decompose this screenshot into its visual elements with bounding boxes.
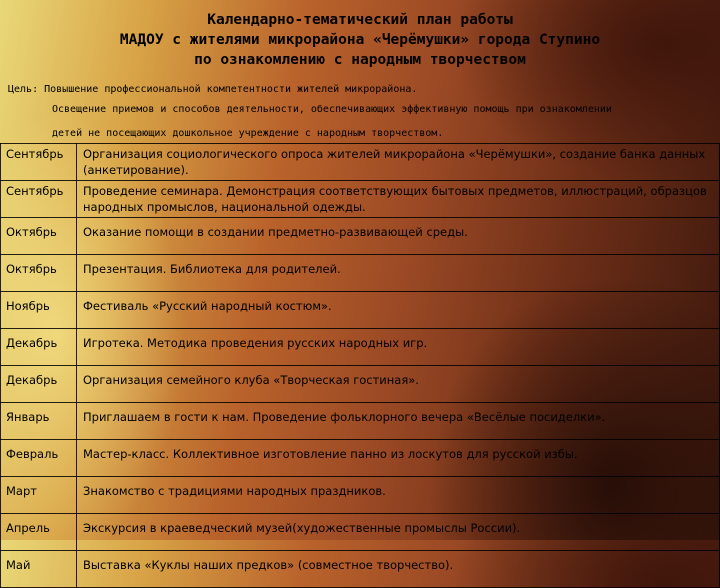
month-cell: Октябрь: [1, 218, 77, 255]
activity-cell: Фестиваль «Русский народный костюм».: [77, 292, 720, 329]
table-row: [1, 403, 720, 440]
table-row: [1, 514, 720, 551]
table-row: [1, 440, 720, 477]
table-row: [1, 551, 720, 588]
activity-cell: Выставка «Куклы наших предков» (совместное творчество).: [77, 551, 720, 588]
activity-cell: Оказание помощи в создании предметно-развивающей среды.: [77, 218, 720, 255]
table-row: [1, 255, 720, 292]
table-row: [1, 329, 720, 366]
month-cell: Февраль: [1, 440, 77, 477]
table-row: [1, 144, 720, 181]
activity-cell: Презентация. Библиотека для родителей.: [77, 255, 720, 292]
goal-statement: [8, 80, 716, 144]
table-row: [1, 292, 720, 329]
month-cell: Октябрь: [1, 255, 77, 292]
goal-line-1: Цель: Повышение профессиональной компетентности жителей микрорайона.: [8, 84, 418, 95]
document-title: [0, 10, 720, 70]
activity-cell: Организация семейного клуба «Творческая гостиная».: [77, 366, 720, 403]
activity-cell: Экскурсия в краеведческий музей(художественные промыслы России).: [77, 514, 720, 551]
month-cell: Март: [1, 477, 77, 514]
activity-cell: Знакомство с традициями народных праздников.: [77, 477, 720, 514]
month-cell: Декабрь: [1, 329, 77, 366]
month-cell: Сентябрь: [1, 144, 77, 181]
table-row: [1, 218, 720, 255]
month-cell: Май: [1, 551, 77, 588]
activity-cell: Организация социологического опроса жителей микрорайона «Черёмушки», создание банка данных (анкетирование).: [77, 144, 720, 181]
activity-cell: Приглашаем в гости к нам. Проведение фольклорного вечера «Весёлые посиделки».: [77, 403, 720, 440]
table-row: [1, 477, 720, 514]
title-line-2: МАДОУ с жителями микрорайона «Черёмушки» города Ступино: [119, 32, 601, 48]
table-row: [1, 366, 720, 403]
month-cell: Декабрь: [1, 366, 77, 403]
table-row: [1, 181, 720, 218]
month-cell: Январь: [1, 403, 77, 440]
activity-cell: Проведение семинара. Демонстрация соответствующих бытовых предметов, иллюстраций, образцов народных промыслов, национальной одежды.: [77, 181, 720, 218]
title-line-1: Календарно-тематический план работы: [207, 12, 513, 28]
activity-cell: Игротека. Методика проведения русских народных игр.: [77, 329, 720, 366]
month-cell: Ноябрь: [1, 292, 77, 329]
title-line-3: по ознакомлению с народным творчеством: [194, 52, 526, 68]
goal-line-2: Освещение приемов и способов деятельности, обеспечивающих эффективную помощь при ознакомлении: [52, 104, 612, 115]
month-cell: Апрель: [1, 514, 77, 551]
month-cell: Сентябрь: [1, 181, 77, 218]
plan-table: [0, 143, 720, 588]
activity-cell: Мастер-класс. Коллективное изготовление панно из лоскутов для русской избы.: [77, 440, 720, 477]
goal-line-3: детей не посещающих дошкольное учреждение с народным творчеством.: [52, 128, 444, 139]
